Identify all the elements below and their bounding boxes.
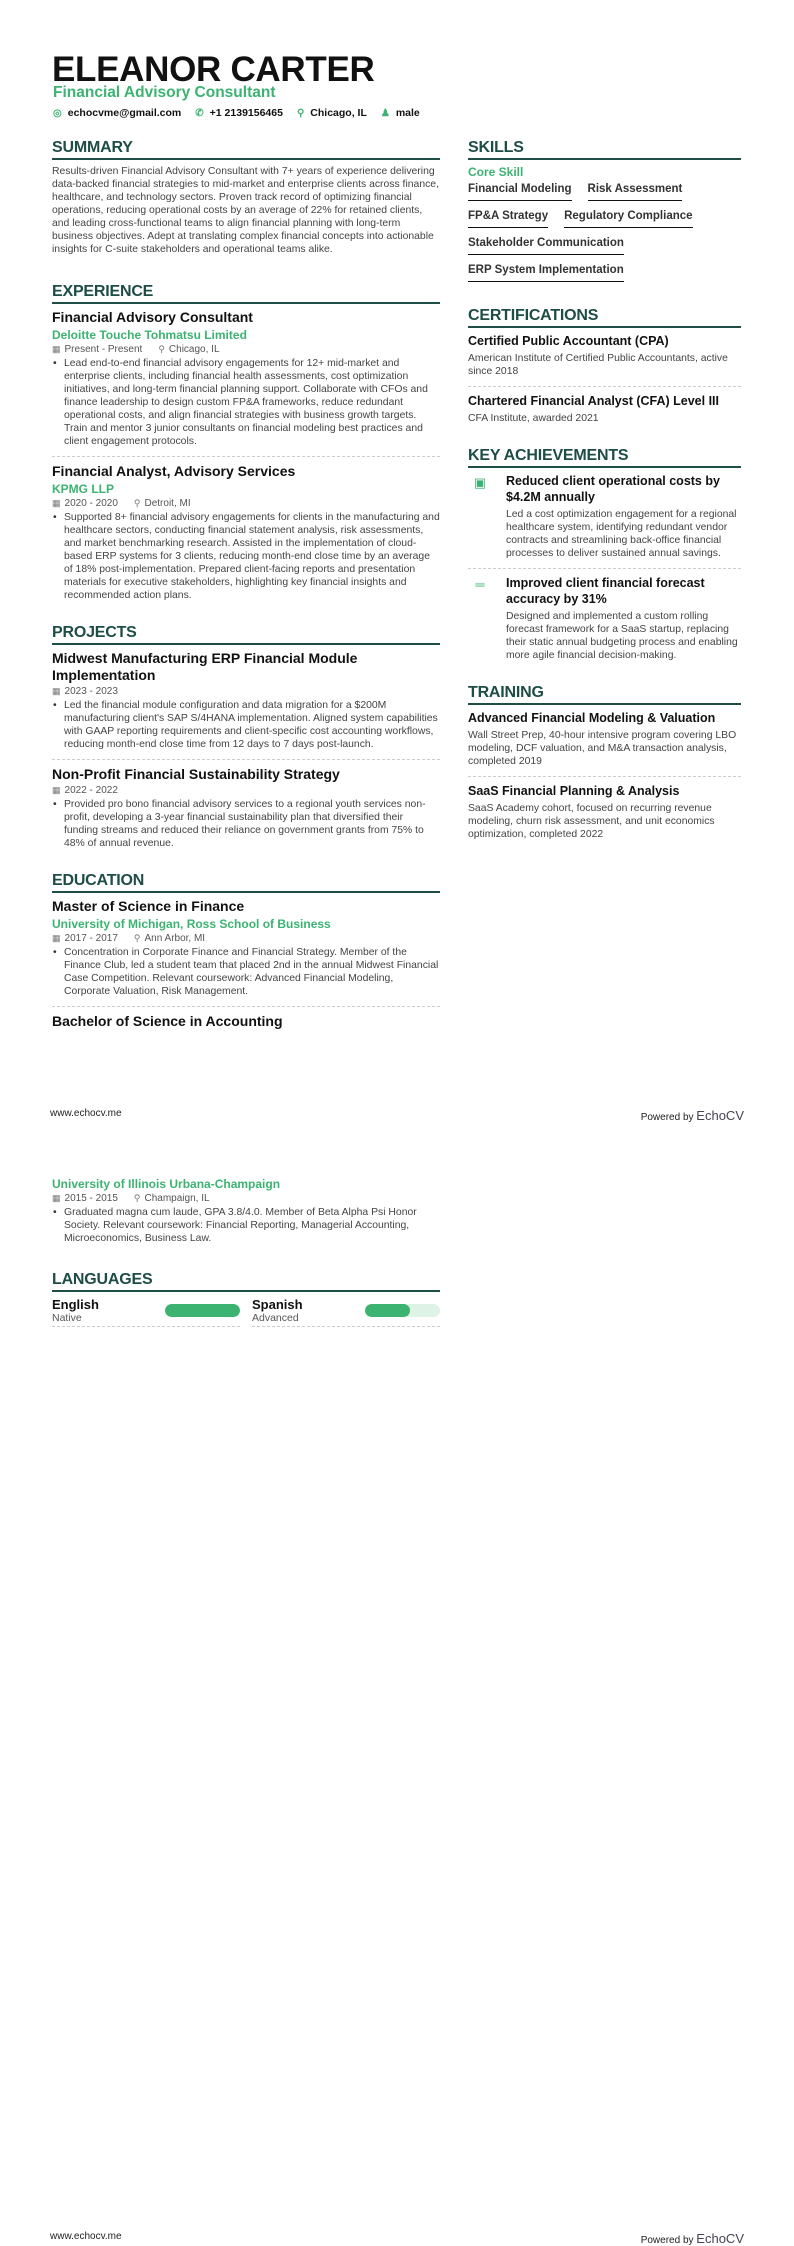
candidate-name: ELEANOR CARTER bbox=[52, 50, 375, 89]
achievements-section bbox=[468, 447, 741, 662]
training-title: SaaS Financial Planning & Analysis bbox=[468, 784, 680, 798]
experience-item bbox=[52, 463, 440, 602]
proficiency-bar bbox=[165, 1304, 240, 1317]
experience-section bbox=[52, 283, 440, 602]
degree: Bachelor of Science in Accounting bbox=[52, 1013, 283, 1029]
location: Chicago, IL bbox=[168, 344, 220, 355]
dates: 2017 - 2017 bbox=[64, 933, 118, 944]
achievement-title: Improved client financial forecast accuracy by 31% bbox=[506, 576, 705, 606]
language-name: Spanish bbox=[252, 1297, 303, 1312]
skill-tag: Financial Modeling bbox=[468, 181, 572, 201]
section-heading: CERTIFICATIONS bbox=[468, 307, 741, 328]
skills-section bbox=[468, 139, 741, 285]
project-item bbox=[52, 766, 440, 850]
section-heading: KEY ACHIEVEMENTS bbox=[468, 447, 741, 468]
experience-item bbox=[52, 309, 440, 448]
cert-desc: American Institute of Certified Public Accountants, active since 2018 bbox=[468, 353, 728, 377]
school: University of Michigan, Ross School of Business bbox=[52, 917, 331, 931]
achievement-item bbox=[468, 575, 741, 662]
education-section bbox=[52, 872, 440, 1030]
divider bbox=[468, 386, 741, 387]
divider bbox=[52, 1006, 440, 1007]
certifications-section bbox=[468, 307, 741, 425]
phone-icon: ✆ bbox=[195, 108, 204, 119]
calendar-icon: ▦ bbox=[52, 498, 61, 508]
location: Ann Arbor, MI bbox=[144, 933, 206, 944]
training-desc: Wall Street Prep, 40-hour intensive program covering LBO modeling, DCF valuation, and M&A transaction analysis, completed 2019 bbox=[468, 730, 737, 767]
candidate-title: Financial Advisory Consultant bbox=[53, 84, 276, 101]
person-icon: ♟ bbox=[380, 108, 390, 119]
cert-desc: CFA Institute, awarded 2021 bbox=[468, 413, 599, 424]
calendar-icon: ▦ bbox=[52, 686, 61, 696]
calendar-icon: ▦ bbox=[52, 344, 61, 354]
location-icon: ⚲ bbox=[133, 1193, 141, 1203]
project-title: Non-Profit Financial Sustainability Strategy bbox=[52, 766, 340, 782]
training-desc: SaaS Academy cohort, focused on recurring revenue modeling, churn risk assessment, and unit economics optimization, completed 2022 bbox=[468, 803, 715, 840]
achievement-title: Reduced client operational costs by $4.2M annually bbox=[506, 474, 720, 504]
school: University of Illinois Urbana-Champaign bbox=[52, 1177, 281, 1191]
calendar-icon: ▦ bbox=[52, 1193, 61, 1203]
section-heading: EDUCATION bbox=[52, 872, 440, 893]
bullet: • Lead end-to-end financial advisory engagements for 12+ mid-market and enterprise clients, including financial health assessments, cost optimization initiatives, and long-term financial planning support. Collaborate with CFOs and finance leadership to design custom FP&A frameworks, reduce redundant operational costs, and align financial strategies with business growth targets. Train and mentor 3 junior consultants on financial modeling best practices and client engagement protocols. bbox=[52, 357, 440, 448]
cert-title: Certified Public Accountant (CPA) bbox=[468, 334, 669, 348]
footer bbox=[50, 2231, 744, 2246]
right-column bbox=[468, 139, 741, 863]
footer-site-link[interactable]: www.echocv.me bbox=[50, 2231, 122, 2242]
bullet: • Graduated magna cum laude, GPA 3.8/4.0. Member of Beta Alpha Psi Honor Society. Relevant coursework: Financial Reporting, Managerial Accounting, Microeconomics, Business Law. bbox=[52, 1206, 440, 1245]
project-title: Midwest Manufacturing ERP Financial Module Implementation bbox=[52, 650, 358, 683]
divider bbox=[468, 776, 741, 777]
summary-text: Results-driven Financial Advisory Consultant with 7+ years of experience delivering data-backed financial strategies to mid-market and enterprise clients across finance, healthcare, and technology sectors. Proven track record of optimizing financial operations, reducing operational costs by an average of 22% for retained clients, and leading cross-functional teams to align financial planning with long-term business objectives. Adept at translating complex financial concepts into actionable insights for C-suite stakeholders and operational teams alike. bbox=[52, 166, 439, 255]
education-continued bbox=[52, 1177, 440, 1245]
brand-link[interactable]: EchoCV bbox=[696, 2231, 744, 2246]
divider bbox=[52, 456, 440, 457]
powered-by: Powered by bbox=[640, 1112, 694, 1123]
company: Deloitte Touche Tohmatsu Limited bbox=[52, 328, 247, 342]
achievement-item bbox=[468, 473, 741, 560]
skill-tag: Stakeholder Communication bbox=[468, 235, 624, 255]
contact-row bbox=[53, 107, 420, 119]
job-title: Financial Analyst, Advisory Services bbox=[52, 463, 296, 479]
bullet: • Supported 8+ financial advisory engagements for clients in the manufacturing and healthcare sectors, conducting financial statement analysis, risk assessments, and market benchmarking research. Assisted in the implementation of cloud-based ERP systems for 3 clients, reducing month-end close time by an average of 18% post-implementation. Prepared client-facing reports and presentation materials for executive stakeholders, highlighting key financial insights and recommended action plans. bbox=[52, 511, 440, 602]
email[interactable]: echocvme@gmail.com bbox=[67, 107, 182, 119]
page-2 bbox=[0, 1123, 794, 2246]
language-name: English bbox=[52, 1297, 99, 1312]
training-title: Advanced Financial Modeling & Valuation bbox=[468, 711, 716, 725]
calendar-icon: ▦ bbox=[52, 933, 61, 943]
skill-tag: Regulatory Compliance bbox=[564, 208, 692, 228]
company: KPMG LLP bbox=[52, 482, 114, 496]
divider bbox=[52, 759, 440, 760]
bullet: • Led the financial module configuration and data migration for a $200M manufacturing client's SAP S/4HANA implementation. Aligned system capabilities with GAAP reporting requirements and client-specific cost accounting workflows, reducing month-end close time from 12 days to 7 days post-launch. bbox=[52, 699, 440, 751]
divider bbox=[468, 568, 741, 569]
brand-link[interactable]: EchoCV bbox=[696, 1108, 744, 1123]
achievement-desc: Designed and implemented a custom rolling forecast framework for a SaaS startup, replacing their static annual budgeting process and enabling more agile financial decision-making. bbox=[506, 611, 738, 661]
footer-site-link[interactable]: www.echocv.me bbox=[50, 1108, 122, 1119]
location-icon: ⚲ bbox=[158, 344, 165, 354]
powered-by: Powered by bbox=[640, 2235, 694, 2246]
location-icon: ⚲ bbox=[133, 933, 141, 943]
section-heading: PROJECTS bbox=[52, 624, 440, 645]
phone[interactable]: +1 2139156465 bbox=[209, 107, 283, 119]
achievement-desc: Led a cost optimization engagement for a regional healthcare system, identifying redundant vendor contracts and streamlining back-office financial processes to deliver sustained annual savings. bbox=[506, 509, 737, 559]
location: Chicago, IL bbox=[310, 107, 367, 119]
training-section bbox=[468, 684, 741, 841]
bullet: • Provided pro bono financial advisory services to a regional youth services non-profit, developing a 3-year financial sustainability plan that diversified their funding streams and reduced their reliance on government grants from 75% to 48% of annual revenue. bbox=[52, 798, 440, 850]
dates: 2022 - 2022 bbox=[64, 785, 118, 796]
education-item bbox=[52, 898, 440, 998]
proficiency-bar bbox=[365, 1304, 440, 1317]
email-icon: ◎ bbox=[53, 108, 62, 119]
dates: Present - Present bbox=[64, 344, 143, 355]
language-level: Advanced bbox=[252, 1312, 299, 1324]
location-icon: ⚲ bbox=[296, 108, 305, 119]
language-level: Native bbox=[52, 1312, 82, 1324]
job-title: Financial Advisory Consultant bbox=[52, 309, 253, 325]
language-item bbox=[252, 1297, 440, 1327]
skill-tag: Risk Assessment bbox=[588, 181, 683, 201]
location: Champaign, IL bbox=[144, 1193, 210, 1204]
section-heading: SKILLS bbox=[468, 139, 741, 160]
calendar-chart-icon: ▣ bbox=[473, 475, 487, 490]
degree: Master of Science in Finance bbox=[52, 898, 245, 914]
location: Detroit, MI bbox=[144, 498, 191, 509]
section-heading: EXPERIENCE bbox=[52, 283, 440, 304]
section-heading: LANGUAGES bbox=[52, 1271, 440, 1292]
footer bbox=[50, 1108, 744, 1123]
lines-icon: ═ bbox=[475, 577, 485, 592]
section-heading: TRAINING bbox=[468, 684, 741, 705]
skill-tag: FP&A Strategy bbox=[468, 208, 548, 228]
dates: 2015 - 2015 bbox=[64, 1193, 118, 1204]
summary-section bbox=[52, 139, 440, 256]
cert-title: Chartered Financial Analyst (CFA) Level III bbox=[468, 394, 719, 408]
location-icon: ⚲ bbox=[133, 498, 141, 508]
calendar-icon: ▦ bbox=[52, 785, 61, 795]
projects-section bbox=[52, 624, 440, 850]
section-heading: SUMMARY bbox=[52, 139, 440, 160]
languages-section bbox=[52, 1271, 440, 1327]
bullet: • Concentration in Corporate Finance and Financial Strategy. Member of the Finance Club, led a student team that placed 2nd in the annual Midwest Financial Case Competition. Relevant coursework: Advanced Financial Modeling, Corporate Valuation, Risk Management. bbox=[52, 946, 440, 998]
left-column bbox=[52, 139, 440, 1052]
skill-group: Core Skill bbox=[468, 165, 524, 179]
skill-tag: ERP System Implementation bbox=[468, 262, 624, 282]
project-item bbox=[52, 650, 440, 751]
gender: male bbox=[395, 107, 420, 119]
dates: 2023 - 2023 bbox=[64, 686, 118, 697]
dates: 2020 - 2020 bbox=[64, 498, 118, 509]
left-column bbox=[52, 1175, 440, 1349]
language-item bbox=[52, 1297, 240, 1327]
